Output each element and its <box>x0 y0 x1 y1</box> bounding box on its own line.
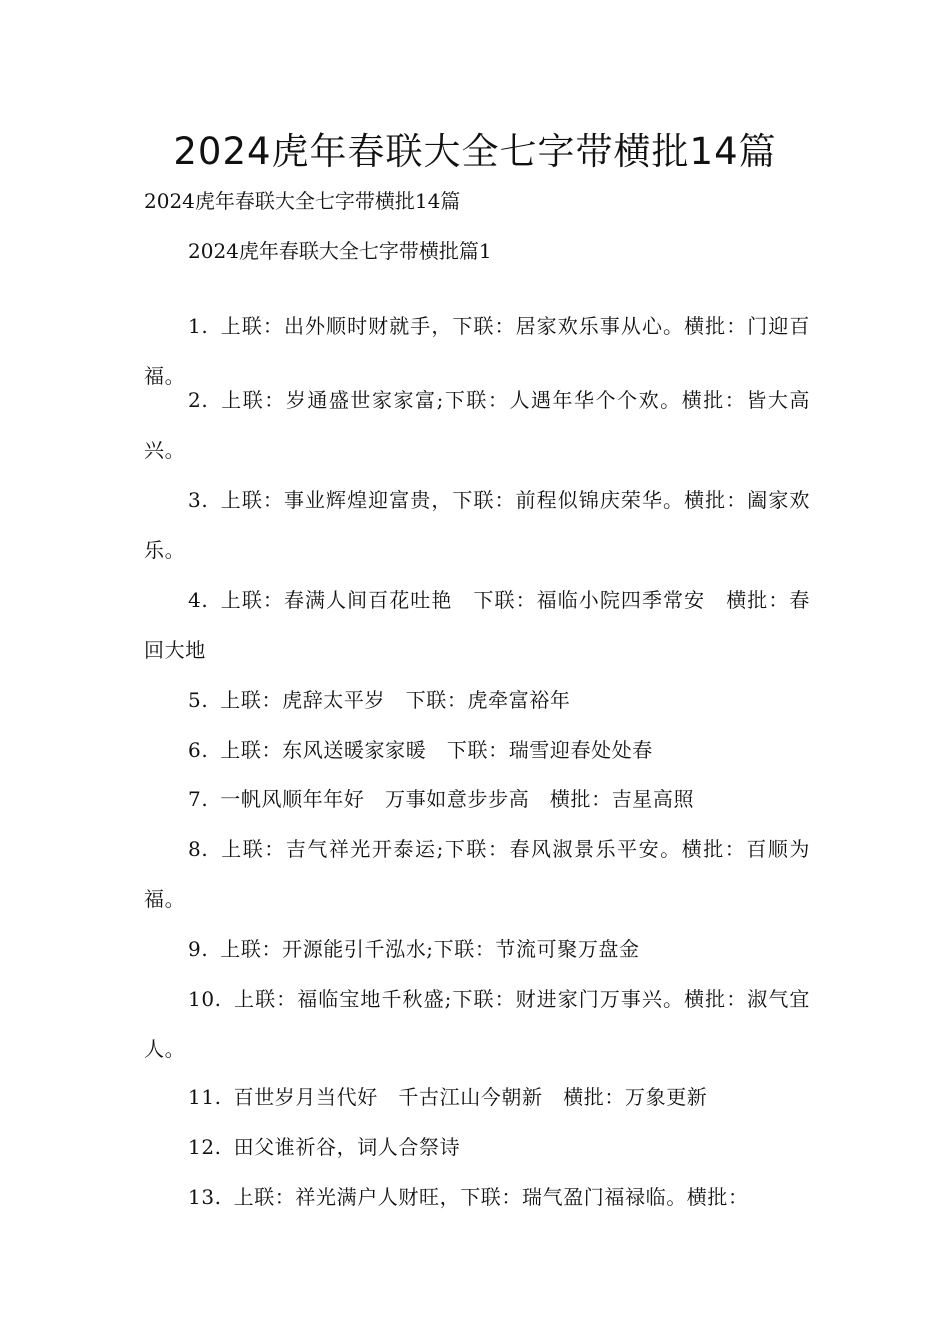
item-number: 9. <box>188 937 209 961</box>
item-text: 上联：吉气祥光开泰运;下联：春风淑景乐平安。横批：百顺为福。 <box>144 837 810 911</box>
item-text: 上联：虎辞太平岁 下联：虎牵富裕年 <box>220 688 571 712</box>
item-number: 13. <box>188 1185 222 1209</box>
item-number: 7. <box>188 787 209 811</box>
item-text: 百世岁月当代好 千古江山今朝新 横批：万象更新 <box>233 1085 708 1109</box>
item-text: 一帆风顺年年好 万事如意步步高 横批：吉星高照 <box>220 787 695 811</box>
item-number: 4. <box>188 588 209 612</box>
item-number: 3. <box>188 488 209 512</box>
list-item <box>144 774 810 824</box>
item-number: 5. <box>188 688 209 712</box>
document-title: 2024虎年春联大全七字带横批14篇 <box>173 130 777 173</box>
item-text: 上联：祥光满户人财旺，下联：瑞气盈门福禄临。横批： <box>233 1185 749 1209</box>
item-text: 田父谁祈谷，词人合祭诗 <box>233 1135 461 1159</box>
item-text: 上联：开源能引千泓水;下联：节流可聚万盘金 <box>220 937 640 961</box>
item-number: 1. <box>188 314 209 338</box>
item-number: 12. <box>188 1135 222 1159</box>
list-item <box>144 1072 810 1122</box>
list-item <box>144 375 810 475</box>
item-text: 上联：春满人间百花吐艳 下联：福临小院四季常安 横批：春回大地 <box>144 588 810 662</box>
item-text: 上联：出外顺时财就手，下联：居家欢乐事从心。横批：门迎百福。 <box>144 314 810 388</box>
list-item <box>144 1172 810 1222</box>
item-text: 上联：事业辉煌迎富贵，下联：前程似锦庆荣华。横批：阖家欢乐。 <box>144 488 810 562</box>
list-item <box>144 475 810 575</box>
list-item <box>144 924 810 974</box>
item-text: 上联：福临宝地千秋盛;下联：财进家门万事兴。横批：淑气宜人。 <box>144 987 810 1061</box>
list-item <box>144 725 810 775</box>
item-number: 2. <box>188 388 209 412</box>
item-number: 6. <box>188 738 209 762</box>
list-item <box>144 824 810 924</box>
item-number: 10. <box>188 987 222 1011</box>
list-item <box>144 1122 810 1172</box>
item-text: 上联：东风送暖家家暖 下联：瑞雪迎春处处春 <box>220 738 653 762</box>
list-item <box>144 675 810 725</box>
section-heading: 2024虎年春联大全七字带横批篇1 <box>188 239 492 263</box>
item-number: 8. <box>188 837 209 861</box>
list-item <box>144 974 810 1074</box>
list-item <box>144 575 810 675</box>
item-text: 上联：岁通盛世家家富;下联：人遇年华个个欢。横批：皆大高兴。 <box>144 388 810 462</box>
item-number: 11. <box>188 1085 222 1109</box>
document-subtitle: 2024虎年春联大全七字带横批14篇 <box>144 189 461 213</box>
